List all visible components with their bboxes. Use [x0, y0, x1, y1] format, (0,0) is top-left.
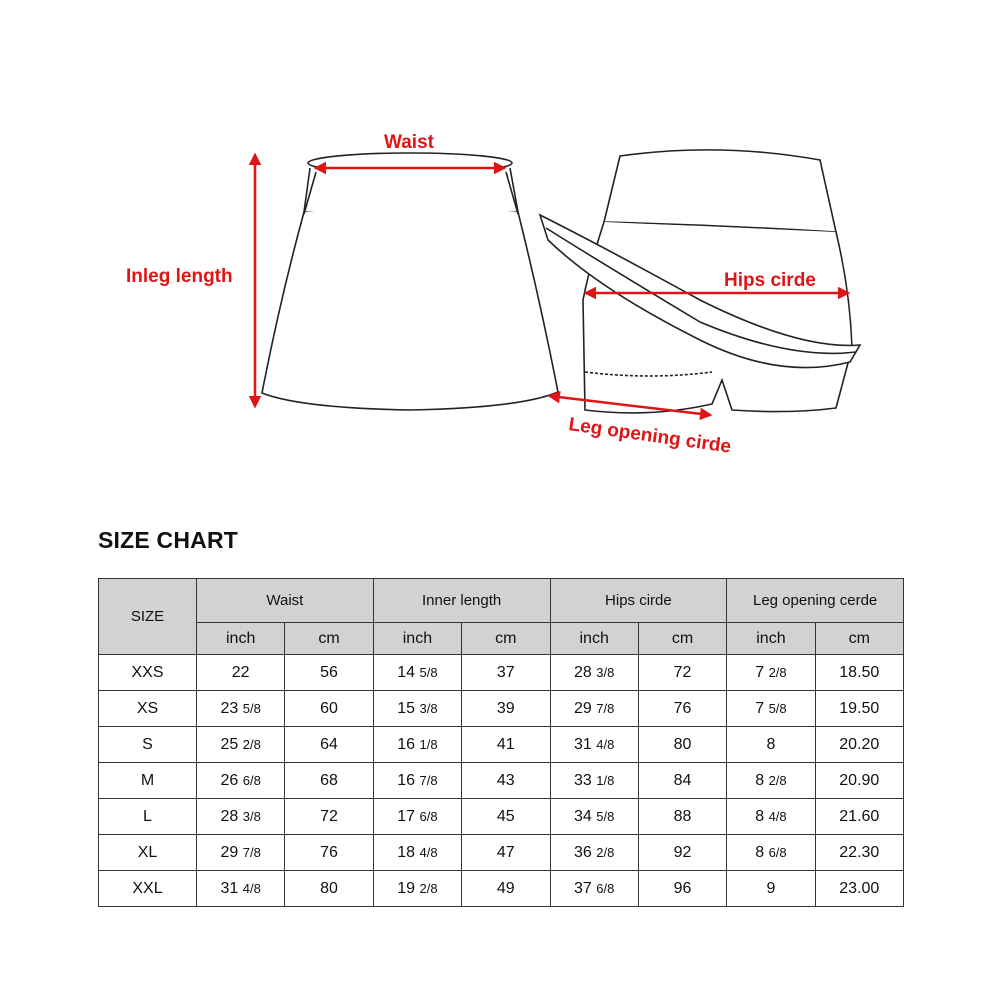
- value-cell: [197, 871, 285, 907]
- value-fraction: 3/8: [596, 664, 615, 680]
- value-cell: [373, 691, 461, 727]
- value-whole: 25: [220, 735, 239, 753]
- value-whole: 18: [397, 843, 416, 861]
- value-whole: 7: [755, 699, 765, 717]
- value-cell: [638, 799, 726, 835]
- value-cell: [197, 727, 285, 763]
- value-cell: [727, 763, 815, 799]
- value-cell: [285, 871, 373, 907]
- inleg-length-label: Inleg length: [126, 266, 233, 287]
- value-cell: [638, 727, 726, 763]
- value-whole: 14: [397, 663, 416, 681]
- value-cell: [285, 691, 373, 727]
- value-fraction: 1/8: [596, 772, 615, 788]
- value-whole: 18.50: [839, 663, 880, 681]
- unit-header: cm: [815, 623, 903, 655]
- size-cell: M: [99, 763, 197, 799]
- value-whole: 23.00: [839, 879, 880, 897]
- unit-header: inch: [197, 623, 285, 655]
- value-whole: 23: [220, 699, 239, 717]
- value-fraction: 2/8: [242, 736, 261, 752]
- value-fraction: 5/8: [242, 700, 261, 716]
- value-fraction: 4/8: [768, 808, 787, 824]
- group-header: Waist: [197, 579, 374, 623]
- size-cell: XS: [99, 691, 197, 727]
- value-whole: 17: [397, 807, 416, 825]
- value-whole: 29: [220, 843, 239, 861]
- unit-header: cm: [638, 623, 726, 655]
- value-whole: 72: [673, 663, 692, 681]
- value-fraction: 7/8: [242, 844, 261, 860]
- value-cell: [462, 691, 550, 727]
- unit-header: cm: [285, 623, 373, 655]
- table-row: [99, 691, 904, 727]
- value-fraction: 5/8: [596, 808, 615, 824]
- value-whole: 84: [673, 771, 692, 789]
- table-row: [99, 655, 904, 691]
- value-cell: [550, 691, 638, 727]
- value-whole: 19: [397, 879, 416, 897]
- value-cell: [285, 763, 373, 799]
- value-cell: [550, 655, 638, 691]
- value-whole: 26: [220, 771, 239, 789]
- value-cell: [815, 655, 903, 691]
- group-header: Hips cirde: [550, 579, 727, 623]
- value-cell: [638, 835, 726, 871]
- value-whole: 49: [496, 879, 515, 897]
- value-whole: 28: [220, 807, 239, 825]
- value-cell: [815, 799, 903, 835]
- value-fraction: 2/8: [596, 844, 615, 860]
- value-whole: 36: [574, 843, 592, 861]
- value-fraction: 3/8: [419, 700, 438, 716]
- value-fraction: 5/8: [768, 700, 787, 716]
- size-cell: L: [99, 799, 197, 835]
- value-whole: 28: [574, 663, 592, 681]
- value-fraction: 5/8: [419, 664, 438, 680]
- value-whole: 8: [755, 771, 765, 789]
- value-whole: 15: [397, 699, 416, 717]
- value-cell: [815, 835, 903, 871]
- value-whole: 20.90: [839, 771, 880, 789]
- value-cell: [462, 835, 550, 871]
- value-cell: [285, 655, 373, 691]
- table-row: [99, 763, 904, 799]
- value-cell: [815, 763, 903, 799]
- value-whole: 76: [673, 699, 692, 717]
- size-cell: XXL: [99, 871, 197, 907]
- value-fraction: 4/8: [419, 844, 438, 860]
- value-cell: [550, 871, 638, 907]
- value-whole: 34: [574, 807, 592, 825]
- value-whole: 16: [397, 771, 416, 789]
- value-cell: [373, 871, 461, 907]
- value-fraction: 2/8: [768, 664, 787, 680]
- value-cell: [197, 691, 285, 727]
- value-whole: 20.20: [839, 735, 880, 753]
- value-cell: [462, 655, 550, 691]
- value-cell: [727, 835, 815, 871]
- value-whole: 37: [496, 663, 515, 681]
- value-cell: [285, 727, 373, 763]
- value-cell: [550, 835, 638, 871]
- value-whole: 80: [673, 735, 692, 753]
- value-cell: [550, 799, 638, 835]
- value-whole: 33: [574, 771, 592, 789]
- value-whole: 21.60: [839, 807, 880, 825]
- value-fraction: 7/8: [419, 772, 438, 788]
- value-whole: 37: [574, 879, 592, 897]
- value-cell: [638, 871, 726, 907]
- value-whole: 16: [397, 735, 416, 753]
- value-cell: [373, 655, 461, 691]
- value-fraction: 4/8: [242, 880, 261, 896]
- value-fraction: 1/8: [419, 736, 438, 752]
- size-chart-title: SIZE CHART: [98, 527, 238, 553]
- value-whole: 9: [766, 879, 776, 897]
- value-fraction: 6/8: [419, 808, 438, 824]
- value-whole: 8: [766, 735, 776, 753]
- value-whole: 8: [755, 807, 765, 825]
- value-cell: [550, 763, 638, 799]
- hips-circle-label: Hips cirde: [724, 270, 816, 291]
- value-fraction: 6/8: [596, 880, 615, 896]
- value-cell: [462, 871, 550, 907]
- value-whole: 8: [755, 843, 765, 861]
- value-cell: [638, 691, 726, 727]
- leg-opening-label: Leg opening cirde: [567, 414, 733, 458]
- value-cell: [197, 835, 285, 871]
- value-fraction: 2/8: [768, 772, 787, 788]
- unit-header: inch: [550, 623, 638, 655]
- value-whole: 22: [231, 663, 250, 681]
- value-whole: 60: [320, 699, 338, 717]
- value-cell: [373, 727, 461, 763]
- group-header: Leg opening cerde: [727, 579, 904, 623]
- value-fraction: 4/8: [596, 736, 615, 752]
- value-whole: 56: [320, 663, 338, 681]
- size-cell: XL: [99, 835, 197, 871]
- value-whole: 41: [496, 735, 515, 753]
- value-cell: [462, 727, 550, 763]
- value-fraction: 3/8: [242, 808, 261, 824]
- table-row: [99, 799, 904, 835]
- unit-header: cm: [462, 623, 550, 655]
- value-cell: [727, 799, 815, 835]
- table-row: [99, 727, 904, 763]
- value-whole: 31: [220, 879, 239, 897]
- value-cell: [462, 799, 550, 835]
- value-whole: 80: [320, 879, 338, 897]
- value-cell: [815, 691, 903, 727]
- value-cell: [373, 763, 461, 799]
- value-cell: [462, 763, 550, 799]
- table-row: [99, 835, 904, 871]
- value-whole: 88: [673, 807, 692, 825]
- value-cell: [197, 763, 285, 799]
- value-cell: [197, 655, 285, 691]
- value-whole: 31: [574, 735, 592, 753]
- value-fraction: 6/8: [242, 772, 261, 788]
- value-cell: [638, 763, 726, 799]
- measurement-diagram: [0, 0, 1001, 470]
- value-whole: 64: [320, 735, 338, 753]
- value-cell: [727, 727, 815, 763]
- value-whole: 72: [320, 807, 338, 825]
- size-cell: S: [99, 727, 197, 763]
- value-whole: 96: [673, 879, 692, 897]
- value-whole: 92: [673, 843, 692, 861]
- value-cell: [638, 655, 726, 691]
- size-cell: XXS: [99, 655, 197, 691]
- table-row: [99, 871, 904, 907]
- value-whole: 45: [496, 807, 515, 825]
- value-whole: 76: [320, 843, 338, 861]
- value-cell: [373, 835, 461, 871]
- size-header: SIZE: [99, 579, 197, 655]
- value-whole: 19.50: [839, 699, 880, 717]
- skirt-illustrations: [0, 0, 1001, 470]
- value-cell: [197, 799, 285, 835]
- group-header: Inner length: [373, 579, 550, 623]
- front-skirt-drawing: [262, 153, 558, 410]
- value-fraction: 7/8: [596, 700, 615, 716]
- value-cell: [727, 655, 815, 691]
- value-cell: [815, 727, 903, 763]
- waist-label: Waist: [384, 132, 434, 153]
- value-whole: 22.30: [839, 843, 880, 861]
- unit-header: inch: [727, 623, 815, 655]
- value-cell: [373, 799, 461, 835]
- value-whole: 29: [574, 699, 592, 717]
- value-cell: [285, 835, 373, 871]
- value-whole: 68: [320, 771, 338, 789]
- value-cell: [285, 799, 373, 835]
- size-chart-table: [98, 578, 904, 907]
- value-whole: 43: [496, 771, 515, 789]
- value-cell: [727, 691, 815, 727]
- value-cell: [727, 871, 815, 907]
- value-whole: 47: [496, 843, 515, 861]
- value-whole: 7: [755, 663, 765, 681]
- value-fraction: 2/8: [419, 880, 438, 896]
- value-whole: 39: [496, 699, 515, 717]
- value-fraction: 6/8: [768, 844, 787, 860]
- unit-header: inch: [373, 623, 461, 655]
- value-cell: [550, 727, 638, 763]
- value-cell: [815, 871, 903, 907]
